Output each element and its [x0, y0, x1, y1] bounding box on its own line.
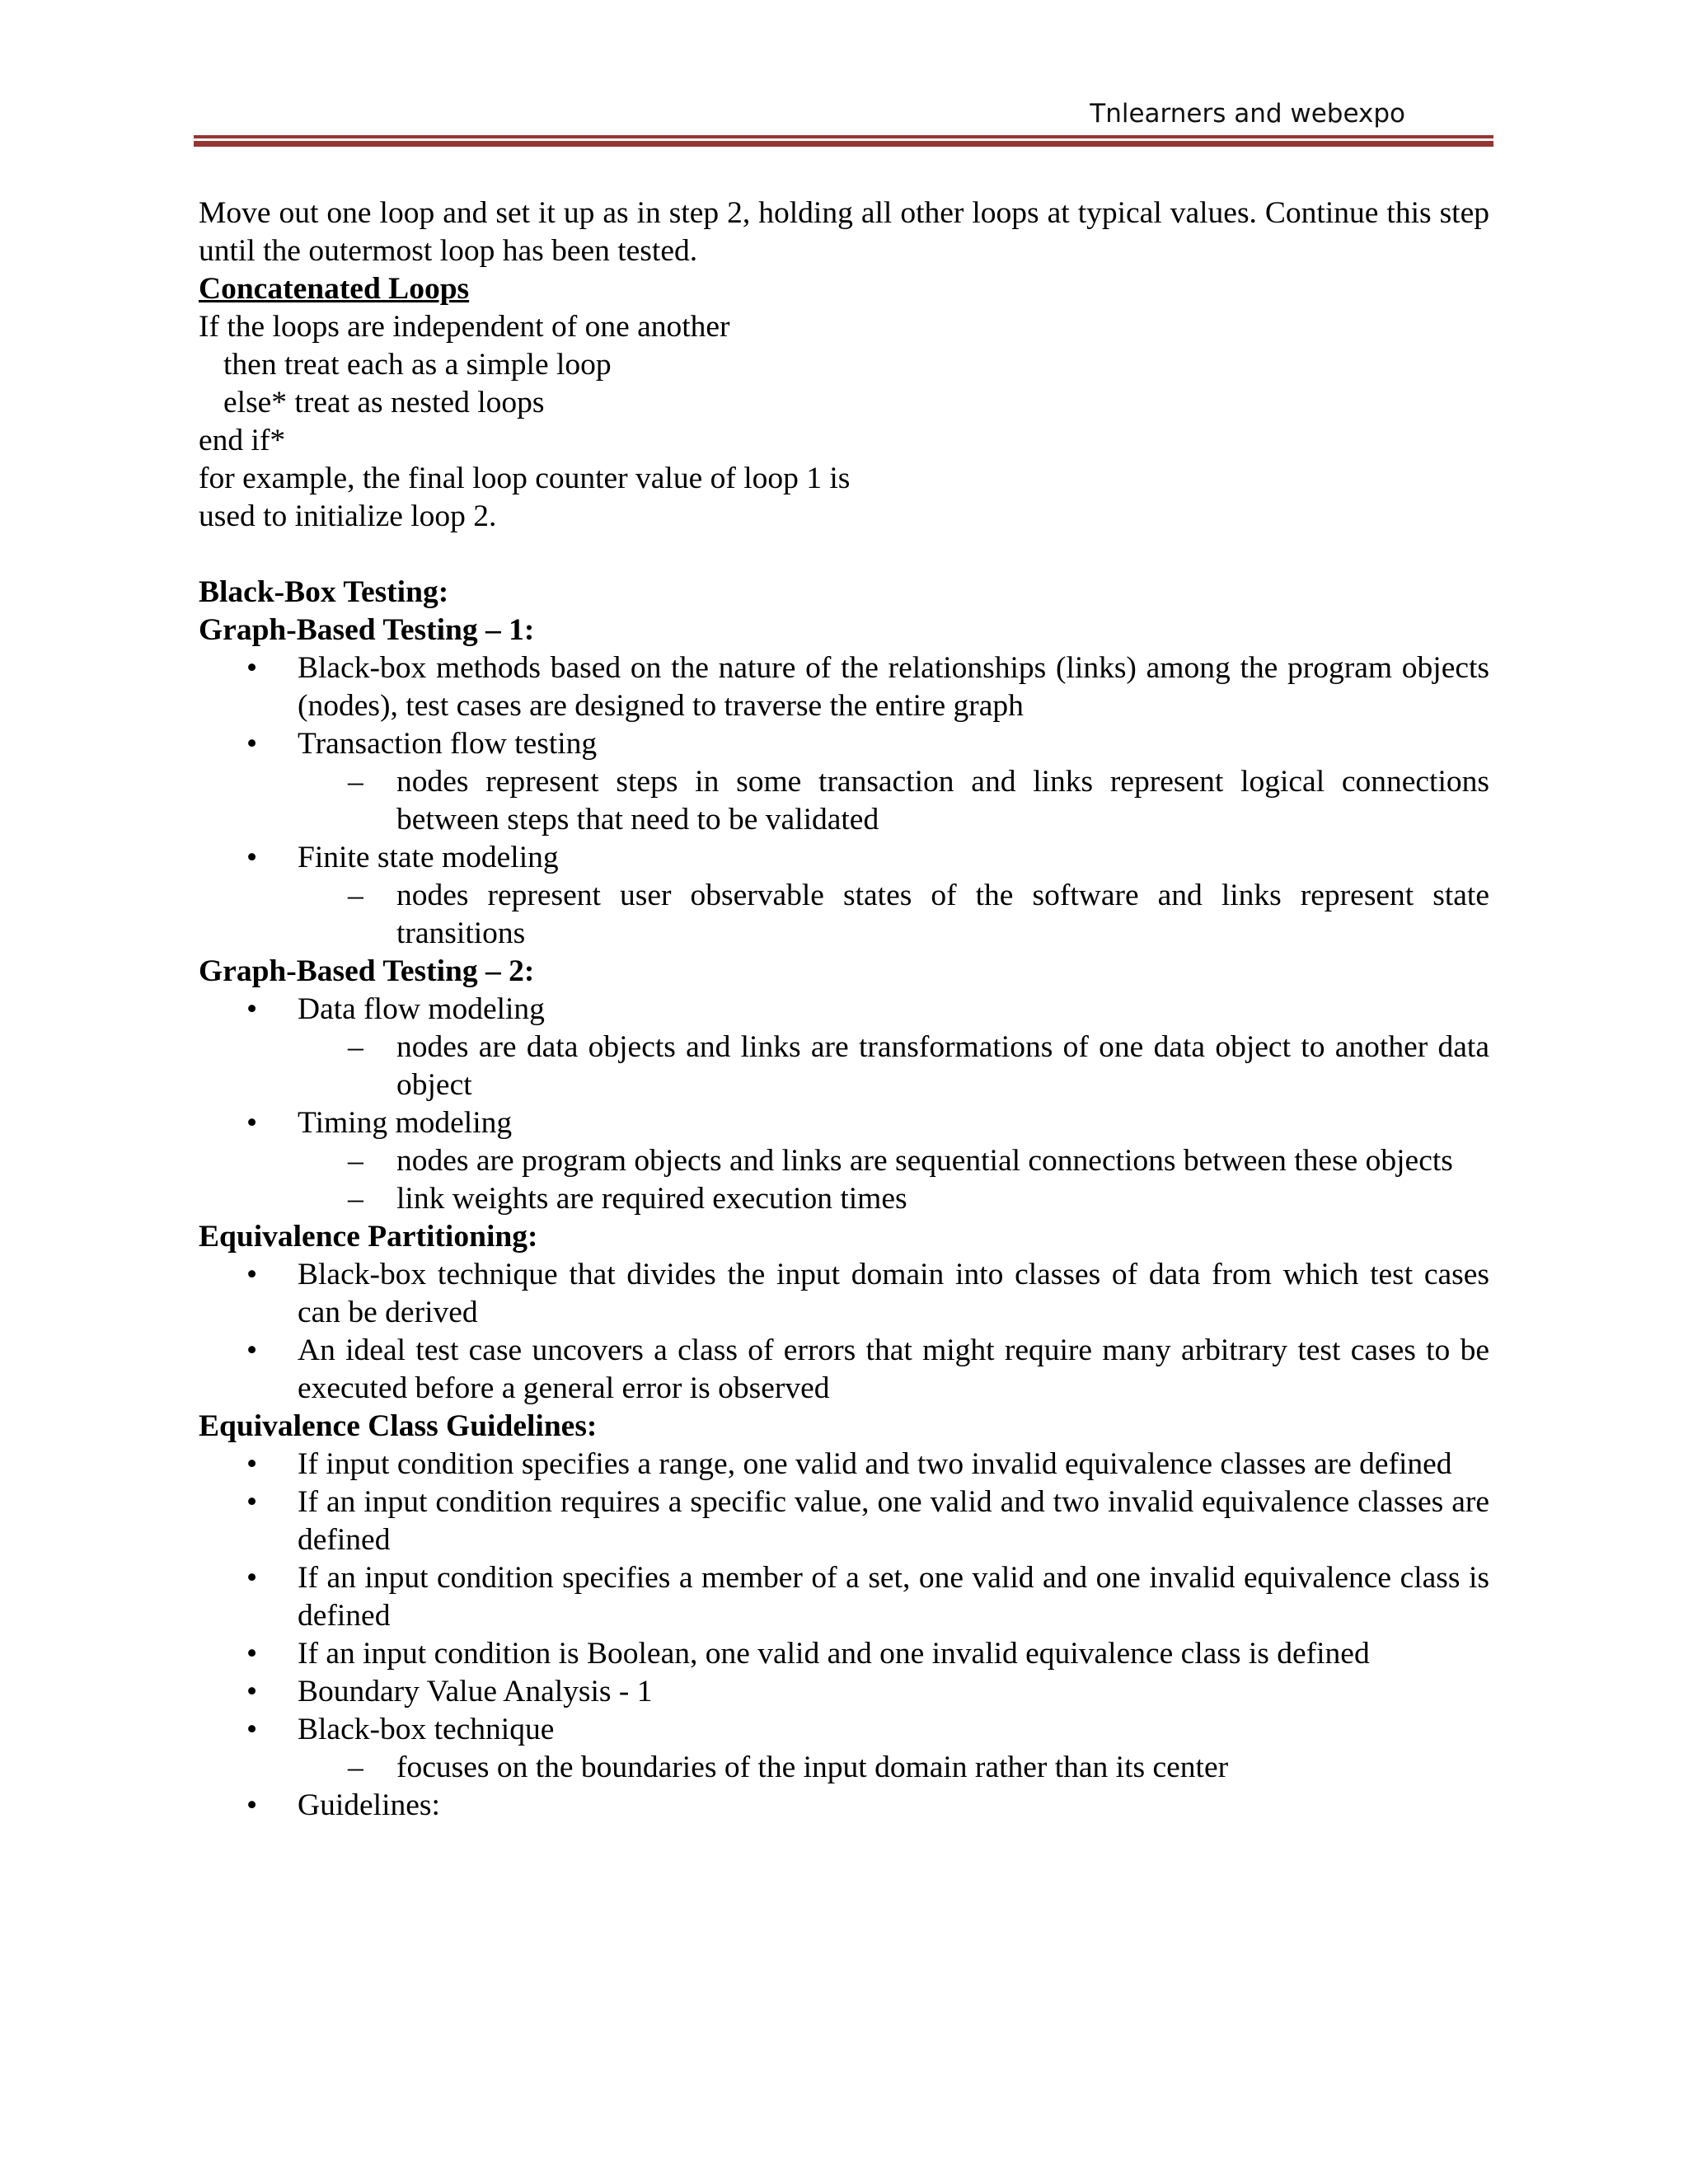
blank-line — [199, 536, 1489, 574]
graph-testing-1-heading: Graph-Based Testing – 1: — [199, 613, 535, 647]
bullet-item: • An ideal test case uncovers a class of errors that might require many arbitrary test cases to be executed before a general error is observed — [199, 1332, 1489, 1408]
document-body — [199, 194, 1489, 1825]
pseudo-line: else* treat as nested loops — [223, 386, 545, 419]
equivalence-guidelines-heading: Equivalence Class Guidelines: — [199, 1409, 598, 1443]
pseudo-line: If the loops are independent of one another — [199, 310, 730, 344]
page-header: Tnlearners and webexpo — [1090, 99, 1405, 129]
intro-paragraph: Move out one loop and set it up as in step 2, holding all other loops at typical values. Continue this step until the outermost loop has been tested. — [199, 196, 1489, 268]
bullet-item: • If an input condition requires a specific value, one valid and two invalid equivalence classes are defined — [199, 1483, 1489, 1559]
graph-testing-2-heading: Graph-Based Testing – 2: — [199, 954, 535, 988]
text-line: for example, the final loop counter value of loop 1 is — [199, 462, 851, 495]
bullet-item: • Timing modeling — [199, 1104, 1489, 1142]
bullet-item: • Data flow modeling — [199, 991, 1489, 1029]
header-rule-thin — [194, 135, 1493, 138]
sub-bullet-item: – nodes are program objects and links are sequential connections between these objects — [199, 1142, 1489, 1180]
sub-bullet-item: – nodes represent steps in some transaction and links represent logical connections between steps that need to be validated — [199, 763, 1489, 839]
concatenated-loops-heading — [199, 270, 1489, 308]
concatenated-loops-heading-text: Concatenated Loops — [199, 272, 470, 306]
bullet-item: • If an input condition is Boolean, one valid and one invalid equivalence class is defined — [199, 1635, 1489, 1673]
sub-bullet-item: – link weights are required execution times — [199, 1180, 1489, 1218]
header-rule-thick — [194, 141, 1493, 147]
sub-bullet-item: – nodes are data objects and links are transformations of one data object to another data object — [199, 1029, 1489, 1104]
sub-bullet-item: – focuses on the boundaries of the input domain rather than its center — [199, 1749, 1489, 1787]
sub-bullet-item: – nodes represent user observable states of the software and links represent state transitions — [199, 877, 1489, 953]
black-box-heading: Black-Box Testing: — [199, 575, 449, 609]
bullet-item: • Black-box technique — [199, 1711, 1489, 1749]
bullet-item: • Guidelines: — [199, 1787, 1489, 1825]
pseudo-line: end if* — [199, 424, 286, 457]
bullet-item: • Black-box technique that divides the input domain into classes of data from which test cases can be derived — [199, 1256, 1489, 1332]
equivalence-partitioning-heading: Equivalence Partitioning: — [199, 1220, 538, 1254]
bullet-item: • If input condition specifies a range, one valid and two invalid equivalence classes are defined — [199, 1446, 1489, 1483]
text-line: used to initialize loop 2. — [199, 499, 497, 533]
bullet-item: • Transaction flow testing — [199, 725, 1489, 763]
bullet-item: • Boundary Value Analysis - 1 — [199, 1673, 1489, 1711]
pseudo-line: then treat each as a simple loop — [223, 348, 612, 382]
bullet-item: • If an input condition specifies a member of a set, one valid and one invalid equivalence class is defined — [199, 1559, 1489, 1635]
bullet-item: • Black-box methods based on the nature of the relationships (links) among the program objects (nodes), test cases are designed to traverse the entire graph — [199, 649, 1489, 725]
bullet-item: • Finite state modeling — [199, 839, 1489, 877]
